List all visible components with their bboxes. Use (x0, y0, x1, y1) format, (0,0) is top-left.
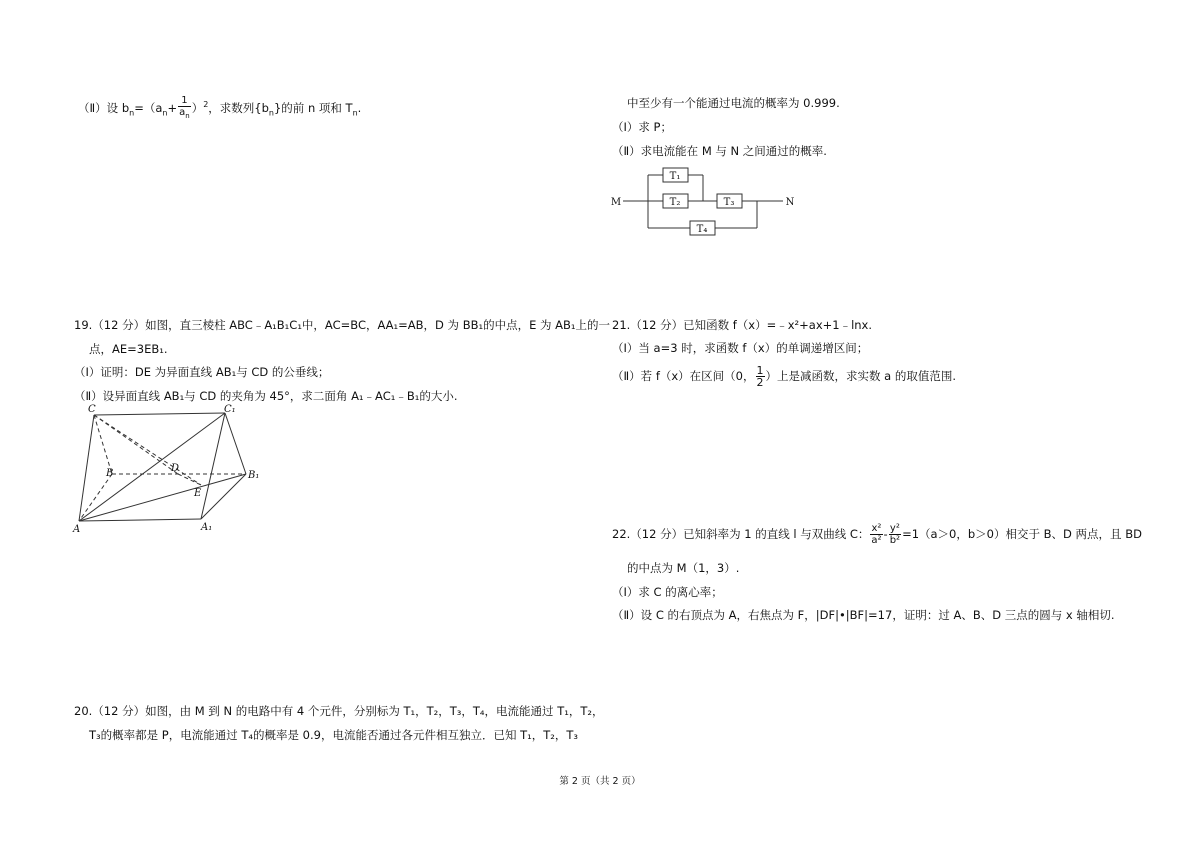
q20-line2: T₃的概率都是 P，电流能通过 T₄的概率是 0.9，电流能否通过各元件相互独立．已知 T₁，T₂，T₃ (89, 728, 579, 742)
label-A1: A₁ (201, 522, 213, 533)
label-A: A (73, 524, 81, 535)
q20-cont-line1: 中至少有一个能通过电流的概率为 0.999. (627, 96, 840, 110)
circuit-label-T1: T₁ (669, 171, 681, 182)
prism-figure (70, 402, 270, 538)
q22-fraction-y: $\frac{\text{y²}}{\text{b²}}$ (889, 523, 901, 546)
label-C: C (88, 404, 96, 415)
q19-part2: （Ⅱ）设异面直线 AB₁与 CD 的夹角为 45°，求二面角 A₁﹣AC₁﹣B₁的大小. (74, 389, 458, 403)
q20-line1: 20.（12 分）如图，由 M 到 N 的电路中有 4 个元件，分别标为 T₁，T₂，T₃，T₄，电流能通过 T₁，T₂， (74, 704, 604, 718)
page-footer: 第 2 页（共 2 页） (559, 776, 641, 787)
label-B: B (106, 468, 114, 479)
q22-part1: （Ⅰ）求 C 的离心率； (612, 585, 723, 599)
q21-part1: （Ⅰ）当 a=3 时，求函数 f（x）的单调递增区间； (612, 341, 869, 355)
q19-line2: 点，AE=3EB₁. (89, 342, 168, 356)
q21-part2: （Ⅱ）若 f（x）在区间（0， $\frac{1}{2}$ ）上是减函数，求实数 a 的取值范围. (612, 364, 957, 389)
q21-line1: 21.（12 分）已知函数 f（x）=﹣x²+ax+1﹣lnx. (612, 318, 873, 332)
circuit-label-T2: T₂ (669, 197, 681, 208)
q18-part2: （Ⅱ）设 $b_n=(a_n+$ $\frac{1}{a_n}$ ）$^2$，求数列$\{b_n\}$的前 n 项和 $T_n$. (78, 95, 362, 120)
q18-fraction: $\frac{1}{a_n}$ (179, 95, 190, 120)
label-E: E (194, 488, 202, 499)
q20-part1: （Ⅰ）求 P； (612, 120, 672, 134)
circuit-diagram (605, 160, 805, 240)
q22-line1: 22.（12 分）已知斜率为 1 的直线 l 与双曲线 C： $\frac{\text{x²}}{\text{a²}}$ - $\frac{\text{y²}}{\text{b²}}$ =1（a＞0，b＞0）相交于 B、D 两点，且 BD (612, 523, 1142, 546)
label-D: D (171, 463, 180, 474)
circuit-label-T3: T₃ (723, 197, 735, 208)
label-B1: B₁ (248, 470, 260, 481)
q22-part2: （Ⅱ）设 C 的右顶点为 A，右焦点为 F，|DF|•|BF|=17，证明：过 A、B、D 三点的圆与 x 轴相切. (612, 608, 1115, 622)
circuit-label-N: N (785, 197, 795, 208)
q19-part1: （Ⅰ）证明：DE 为异面直线 AB₁与 CD 的公垂线； (74, 365, 330, 379)
q22-line2: 的中点为 M（1，3）. (627, 561, 740, 575)
circuit-label-T4: T₄ (696, 224, 708, 235)
circuit-label-M: M (610, 197, 622, 208)
q19-line1: 19.（12 分）如图，直三棱柱 ABC﹣A₁B₁C₁中，AC=BC，AA₁=AB，D 为 BB₁的中点，E 为 AB₁上的一 (74, 318, 611, 332)
label-C1: C₁ (224, 404, 236, 415)
q22-fraction-x: $\frac{\text{x²}}{\text{a²}}$ (871, 523, 882, 546)
q21-fraction: $\frac{1}{2}$ (756, 364, 764, 389)
q20-part2: （Ⅱ）求电流能在 M 与 N 之间通过的概率. (612, 144, 827, 158)
